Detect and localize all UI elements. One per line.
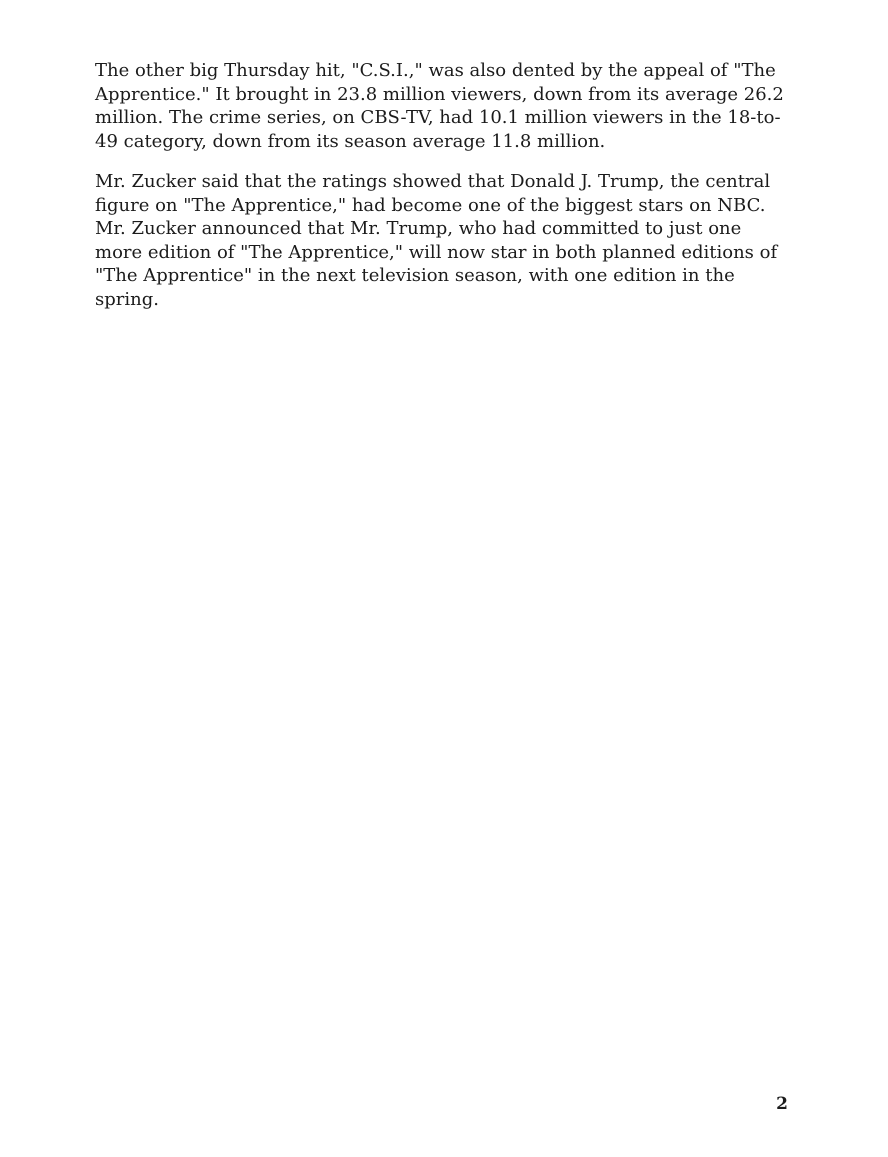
page-body-text xyxy=(95,59,795,328)
text-line: Mr. Zucker said that the ratings showed that Donald J. Trump, the central xyxy=(95,171,771,192)
text-line: Apprentice." It brought in 23.8 million viewers, down from its average 26.2 xyxy=(95,83,784,105)
text-line: figure on "The Apprentice," had become one of the biggest stars on NBC. xyxy=(95,194,766,216)
page-number: 2 xyxy=(776,1094,788,1114)
paragraph-2 xyxy=(95,170,795,311)
text-line: more edition of "The Apprentice," will now star in both planned editions of xyxy=(95,241,778,263)
text-line: "The Apprentice" in the next television season, with one edition in the xyxy=(95,265,735,286)
text-line: million. The crime series, on CBS-TV, had 10.1 million viewers in the 18-to- xyxy=(95,107,781,128)
text-line: 49 category, down from its season average 11.8 million. xyxy=(95,130,606,152)
text-line: spring. xyxy=(95,288,159,310)
text-line: The other big Thursday hit, "C.S.I.," was also dented by the appeal of "The xyxy=(95,60,776,81)
text-line: Mr. Zucker announced that Mr. Trump, who had committed to just one xyxy=(95,218,742,239)
paragraph-1 xyxy=(95,59,795,153)
